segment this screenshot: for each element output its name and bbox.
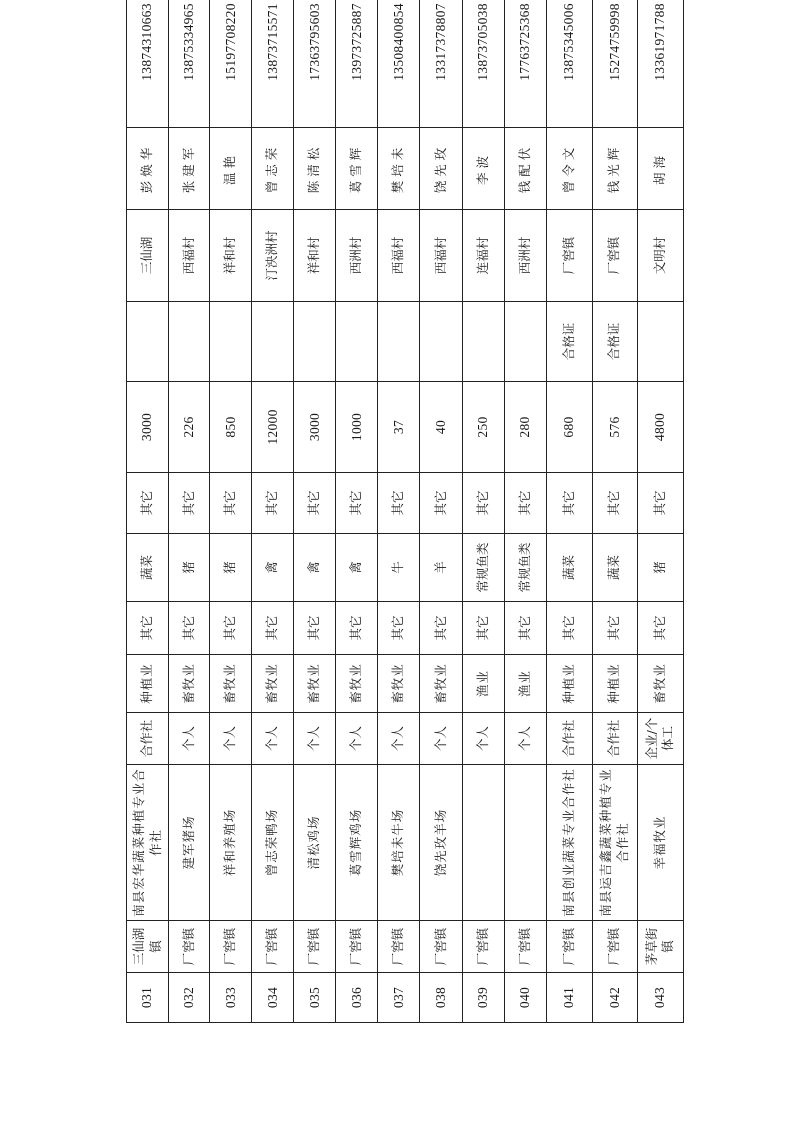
- row-number-cell: 035: [294, 973, 336, 1023]
- industry-cell: 畜牧业: [336, 655, 378, 713]
- row-number-cell: 036: [336, 973, 378, 1023]
- entity-name-cell: 南县宏华蔬菜种植专业合作社: [127, 765, 169, 921]
- village-cell: 祥和村: [210, 210, 252, 302]
- certificate-cell: [127, 302, 169, 382]
- product-cell: 常规鱼类: [504, 534, 546, 602]
- row-number-cell: 043: [637, 973, 683, 1023]
- subcategory-cell: 其它: [127, 473, 169, 534]
- township-cell: 厂窖镇: [169, 921, 210, 973]
- entity-type-cell: 合作社: [127, 713, 169, 765]
- scale-cell: 576: [592, 382, 637, 473]
- certificate-cell: 合格证: [546, 302, 592, 382]
- industry-cell: 渔业: [504, 655, 546, 713]
- producer-registry-table: [126, 0, 684, 1023]
- certificate-cell: [504, 302, 546, 382]
- contact-person-cell: 曾志荣: [252, 128, 294, 210]
- village-cell: 文明村: [637, 210, 683, 302]
- contact-person-cell: 曾令文: [546, 128, 592, 210]
- township-cell: 厂窖镇: [378, 921, 420, 973]
- certificate-cell: [169, 302, 210, 382]
- table-row: [336, 0, 378, 1023]
- phone-cell: 13317378807: [420, 0, 462, 128]
- entity-name-cell: 幸福牧业: [637, 765, 683, 921]
- product-cell: 牛: [378, 534, 420, 602]
- product-cell: 蔬菜: [127, 534, 169, 602]
- industry-cell: 畜牧业: [169, 655, 210, 713]
- scale-cell: 4800: [637, 382, 683, 473]
- phone-cell: 13508400854: [378, 0, 420, 128]
- village-cell: 祥和村: [294, 210, 336, 302]
- scale-cell: 3000: [127, 382, 169, 473]
- phone-cell: 17763725368: [504, 0, 546, 128]
- certificate-cell: [462, 302, 504, 382]
- township-cell: 厂窖镇: [504, 921, 546, 973]
- contact-person-cell: 张建军: [169, 128, 210, 210]
- category-cell: 其它: [336, 602, 378, 655]
- village-cell: 西福村: [169, 210, 210, 302]
- row-number-cell: 031: [127, 973, 169, 1023]
- township-cell: 厂窖镇: [336, 921, 378, 973]
- row-number-cell: 040: [504, 973, 546, 1023]
- scale-cell: 250: [462, 382, 504, 473]
- industry-cell: 畜牧业: [294, 655, 336, 713]
- township-cell: 厂窖镇: [420, 921, 462, 973]
- subcategory-cell: 其它: [378, 473, 420, 534]
- table-row: [378, 0, 420, 1023]
- category-cell: 其它: [592, 602, 637, 655]
- entity-type-cell: 个人: [252, 713, 294, 765]
- village-cell: 厂窖镇: [546, 210, 592, 302]
- certificate-cell: [420, 302, 462, 382]
- subcategory-cell: 其它: [252, 473, 294, 534]
- subcategory-cell: 其它: [210, 473, 252, 534]
- row-number-cell: 034: [252, 973, 294, 1023]
- category-cell: 其它: [169, 602, 210, 655]
- certificate-cell: [252, 302, 294, 382]
- subcategory-cell: 其它: [169, 473, 210, 534]
- entity-type-cell: 个人: [294, 713, 336, 765]
- phone-cell: 13361971788: [637, 0, 683, 128]
- industry-cell: 种植业: [592, 655, 637, 713]
- product-cell: 羊: [420, 534, 462, 602]
- row-number-cell: 041: [546, 973, 592, 1023]
- subcategory-cell: 其它: [462, 473, 504, 534]
- township-cell: 厂窖镇: [546, 921, 592, 973]
- village-cell: 厂窖镇: [592, 210, 637, 302]
- product-cell: 禽: [252, 534, 294, 602]
- subcategory-cell: 其它: [637, 473, 683, 534]
- table-row: [294, 0, 336, 1023]
- subcategory-cell: 其它: [546, 473, 592, 534]
- product-cell: 猪: [169, 534, 210, 602]
- category-cell: 其它: [127, 602, 169, 655]
- certificate-cell: [378, 302, 420, 382]
- row-number-cell: 037: [378, 973, 420, 1023]
- subcategory-cell: 其它: [294, 473, 336, 534]
- subcategory-cell: 其它: [592, 473, 637, 534]
- village-cell: 汀泱洲村: [252, 210, 294, 302]
- subcategory-cell: 其它: [420, 473, 462, 534]
- township-cell: 茅草街镇: [637, 921, 683, 973]
- scale-cell: 37: [378, 382, 420, 473]
- table-row: [504, 0, 546, 1023]
- row-number-cell: 038: [420, 973, 462, 1023]
- entity-name-cell: [462, 765, 504, 921]
- product-cell: 蔬菜: [592, 534, 637, 602]
- scale-cell: 680: [546, 382, 592, 473]
- entity-type-cell: 个人: [169, 713, 210, 765]
- entity-name-cell: 南县创业蔬菜专业合作社: [546, 765, 592, 921]
- scale-cell: 280: [504, 382, 546, 473]
- rotated-table-sheet: [126, 3, 684, 1023]
- product-cell: 禽: [294, 534, 336, 602]
- entity-name-cell: 清松鸡场: [294, 765, 336, 921]
- phone-cell: 15197708220: [210, 0, 252, 128]
- entity-type-cell: 个人: [210, 713, 252, 765]
- industry-cell: 渔业: [462, 655, 504, 713]
- entity-type-cell: 个人: [378, 713, 420, 765]
- village-cell: 连福村: [462, 210, 504, 302]
- phone-cell: 13874310663: [127, 0, 169, 128]
- entity-type-cell: 合作社: [592, 713, 637, 765]
- phone-cell: 13875345006: [546, 0, 592, 128]
- certificate-cell: [210, 302, 252, 382]
- table-row: [127, 0, 169, 1023]
- village-cell: 三仙湖: [127, 210, 169, 302]
- phone-cell: 13875334965: [169, 0, 210, 128]
- product-cell: 蔬菜: [546, 534, 592, 602]
- scale-cell: 850: [210, 382, 252, 473]
- table-body: [127, 0, 684, 1023]
- certificate-cell: 合格证: [592, 302, 637, 382]
- category-cell: 其它: [378, 602, 420, 655]
- scale-cell: 40: [420, 382, 462, 473]
- entity-name-cell: [504, 765, 546, 921]
- contact-person-cell: 樊培未: [378, 128, 420, 210]
- product-cell: 猪: [637, 534, 683, 602]
- entity-name-cell: 南县运吉鑫蔬菜种植专业合作社: [592, 765, 637, 921]
- phone-cell: 13873705038: [462, 0, 504, 128]
- certificate-cell: [294, 302, 336, 382]
- row-number-cell: 042: [592, 973, 637, 1023]
- entity-name-cell: 饶先玫羊场: [420, 765, 462, 921]
- product-cell: 禽: [336, 534, 378, 602]
- row-number-cell: 039: [462, 973, 504, 1023]
- phone-cell: 13873715571: [252, 0, 294, 128]
- entity-type-cell: 个人: [336, 713, 378, 765]
- category-cell: 其它: [637, 602, 683, 655]
- township-cell: 厂窖镇: [210, 921, 252, 973]
- phone-cell: 15274759998: [592, 0, 637, 128]
- industry-cell: 畜牧业: [420, 655, 462, 713]
- township-cell: 厂窖镇: [294, 921, 336, 973]
- entity-name-cell: 樊培未牛场: [378, 765, 420, 921]
- industry-cell: 畜牧业: [637, 655, 683, 713]
- category-cell: 其它: [294, 602, 336, 655]
- table-row: [462, 0, 504, 1023]
- subcategory-cell: 其它: [336, 473, 378, 534]
- phone-cell: 17363795603: [294, 0, 336, 128]
- industry-cell: 畜牧业: [252, 655, 294, 713]
- table-row: [169, 0, 210, 1023]
- table-row: [546, 0, 592, 1023]
- category-cell: 其它: [210, 602, 252, 655]
- contact-person-cell: 钱配伏: [504, 128, 546, 210]
- township-cell: 三仙湖镇: [127, 921, 169, 973]
- contact-person-cell: 钱光辉: [592, 128, 637, 210]
- category-cell: 其它: [462, 602, 504, 655]
- contact-person-cell: 胡海: [637, 128, 683, 210]
- entity-name-cell: 建军猪场: [169, 765, 210, 921]
- township-cell: 厂窖镇: [592, 921, 637, 973]
- contact-person-cell: 陈清松: [294, 128, 336, 210]
- table-row: [592, 0, 637, 1023]
- row-number-cell: 033: [210, 973, 252, 1023]
- industry-cell: 种植业: [127, 655, 169, 713]
- table-row: [637, 0, 683, 1023]
- product-cell: 常规鱼类: [462, 534, 504, 602]
- category-cell: 其它: [420, 602, 462, 655]
- contact-person-cell: 彭焕华: [127, 128, 169, 210]
- entity-name-cell: 曾志荣鸭场: [252, 765, 294, 921]
- village-cell: 西洲村: [504, 210, 546, 302]
- scale-cell: 1000: [336, 382, 378, 473]
- scale-cell: 3000: [294, 382, 336, 473]
- product-cell: 猪: [210, 534, 252, 602]
- table-row: [210, 0, 252, 1023]
- village-cell: 西洲村: [336, 210, 378, 302]
- entity-type-cell: 个人: [462, 713, 504, 765]
- category-cell: 其它: [504, 602, 546, 655]
- entity-name-cell: 葛雪辉鸡场: [336, 765, 378, 921]
- scale-cell: 226: [169, 382, 210, 473]
- contact-person-cell: 饶先玫: [420, 128, 462, 210]
- industry-cell: 畜牧业: [210, 655, 252, 713]
- entity-type-cell: 个人: [420, 713, 462, 765]
- entity-type-cell: 个人: [504, 713, 546, 765]
- subcategory-cell: 其它: [504, 473, 546, 534]
- certificate-cell: [336, 302, 378, 382]
- industry-cell: 种植业: [546, 655, 592, 713]
- phone-cell: 13973725887: [336, 0, 378, 128]
- table-row: [252, 0, 294, 1023]
- category-cell: 其它: [252, 602, 294, 655]
- row-number-cell: 032: [169, 973, 210, 1023]
- entity-type-cell: 企业/个体工: [637, 713, 683, 765]
- certificate-cell: [637, 302, 683, 382]
- township-cell: 厂窖镇: [462, 921, 504, 973]
- category-cell: 其它: [546, 602, 592, 655]
- scale-cell: 12000: [252, 382, 294, 473]
- contact-person-cell: 葛雪辉: [336, 128, 378, 210]
- village-cell: 西福村: [420, 210, 462, 302]
- table-row: [420, 0, 462, 1023]
- industry-cell: 畜牧业: [378, 655, 420, 713]
- entity-type-cell: 合作社: [546, 713, 592, 765]
- contact-person-cell: 温艳: [210, 128, 252, 210]
- village-cell: 西福村: [378, 210, 420, 302]
- township-cell: 厂窖镇: [252, 921, 294, 973]
- entity-name-cell: 祥和养殖场: [210, 765, 252, 921]
- contact-person-cell: 李波: [462, 128, 504, 210]
